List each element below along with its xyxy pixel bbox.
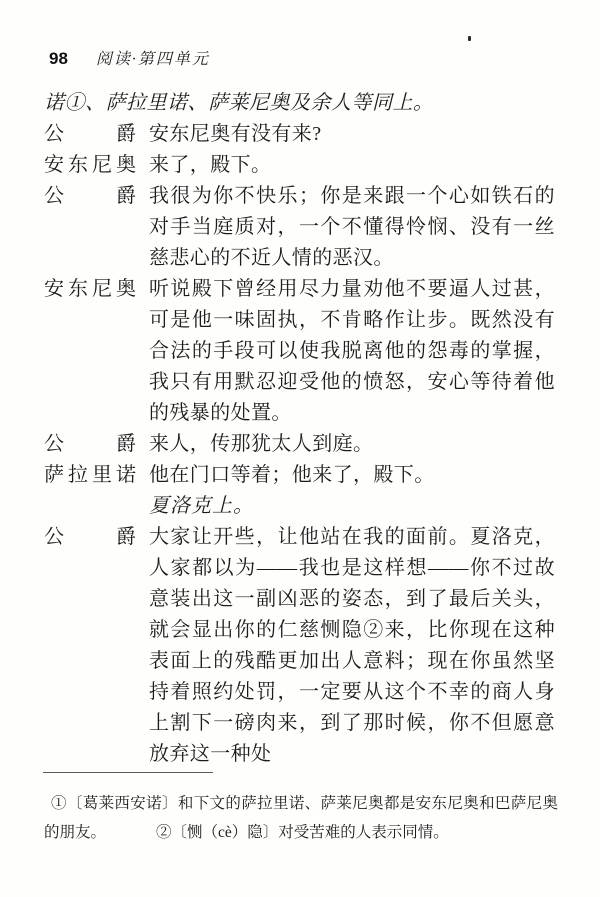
footnotes	[44, 789, 558, 847]
dialogue-row	[44, 119, 555, 150]
dialogue-text: 他在门口等着；他来了，殿下。	[149, 464, 435, 486]
speaker-name-empty	[44, 491, 136, 522]
dialogue-text: 大家让开些，让他站在我的面前。夏洛克，人家都以为——我也是这样想——你不过故意装出这一副凶恶的姿态，到了最后关头，就会显出你的仁慈恻隐②来，比你现在这种表面上的残酷更加出人意料；现在你虽然坚持着照约处罚，一定要从这个不幸的商人身上割下一磅肉来，到了那时候，你不但愿意放弃这一种处	[149, 526, 555, 765]
speaker-name: 安东尼奥	[44, 278, 136, 300]
dialogue-row	[44, 150, 555, 181]
scan-artifact-speck	[468, 36, 471, 41]
speaker-name: 公爵	[44, 185, 136, 207]
stage-direction: 夏洛克上。	[149, 495, 254, 517]
speaker-name: 萨拉里诺	[44, 464, 136, 486]
script-body	[44, 88, 555, 770]
speaker-name: 安东尼奥	[44, 154, 136, 176]
dialogue-text: 我很为你不快乐；你是来跟一个心如铁石的对手当庭质对，一个不懂得怜悯、没有一丝慈悲心的不近人情的恶汉。	[149, 185, 555, 269]
dialogue-text: 来了，殿下。	[149, 154, 272, 176]
section-title: 阅读·第四单元	[95, 51, 210, 68]
speaker-name: 公爵	[44, 526, 136, 548]
stage-direction-row	[44, 491, 555, 522]
dialogue-row	[44, 274, 555, 429]
dialogue-row	[44, 460, 555, 491]
dialogue-text: 来人，传那犹太人到庭。	[149, 433, 374, 455]
dialogue-row	[44, 181, 555, 274]
footnote-divider	[43, 772, 213, 773]
speaker-name: 公爵	[44, 123, 136, 145]
dialogue-row	[44, 429, 555, 460]
speaker-name: 公爵	[44, 433, 136, 455]
page-header	[49, 46, 210, 69]
dialogue-text: 听说殿下曾经用尽力量劝他不要逼人过甚，可是他一味固执，不肯略作让步。既然没有合法的手段可以使我脱离他的怨毒的掌握，我只有用默忍迎受他的愤怒，安心等待着他的残暴的处置。	[149, 278, 555, 424]
dialogue-row	[44, 522, 555, 770]
opening-stage-direction: 诺①、萨拉里诺、萨莱尼奥及余人等同上。	[44, 92, 434, 114]
dialogue-text: 安东尼奥有没有来?	[149, 123, 322, 145]
footnote-1: ①〔葛莱西安诺〕和下文的萨拉里诺、萨莱尼奥都是安东尼奥和巴萨尼奥的朋友。	[44, 795, 558, 841]
footnote-2: ②〔恻（cè）隐〕对受苦难的人表示同情。	[156, 824, 449, 841]
page-number: 98	[49, 49, 68, 68]
